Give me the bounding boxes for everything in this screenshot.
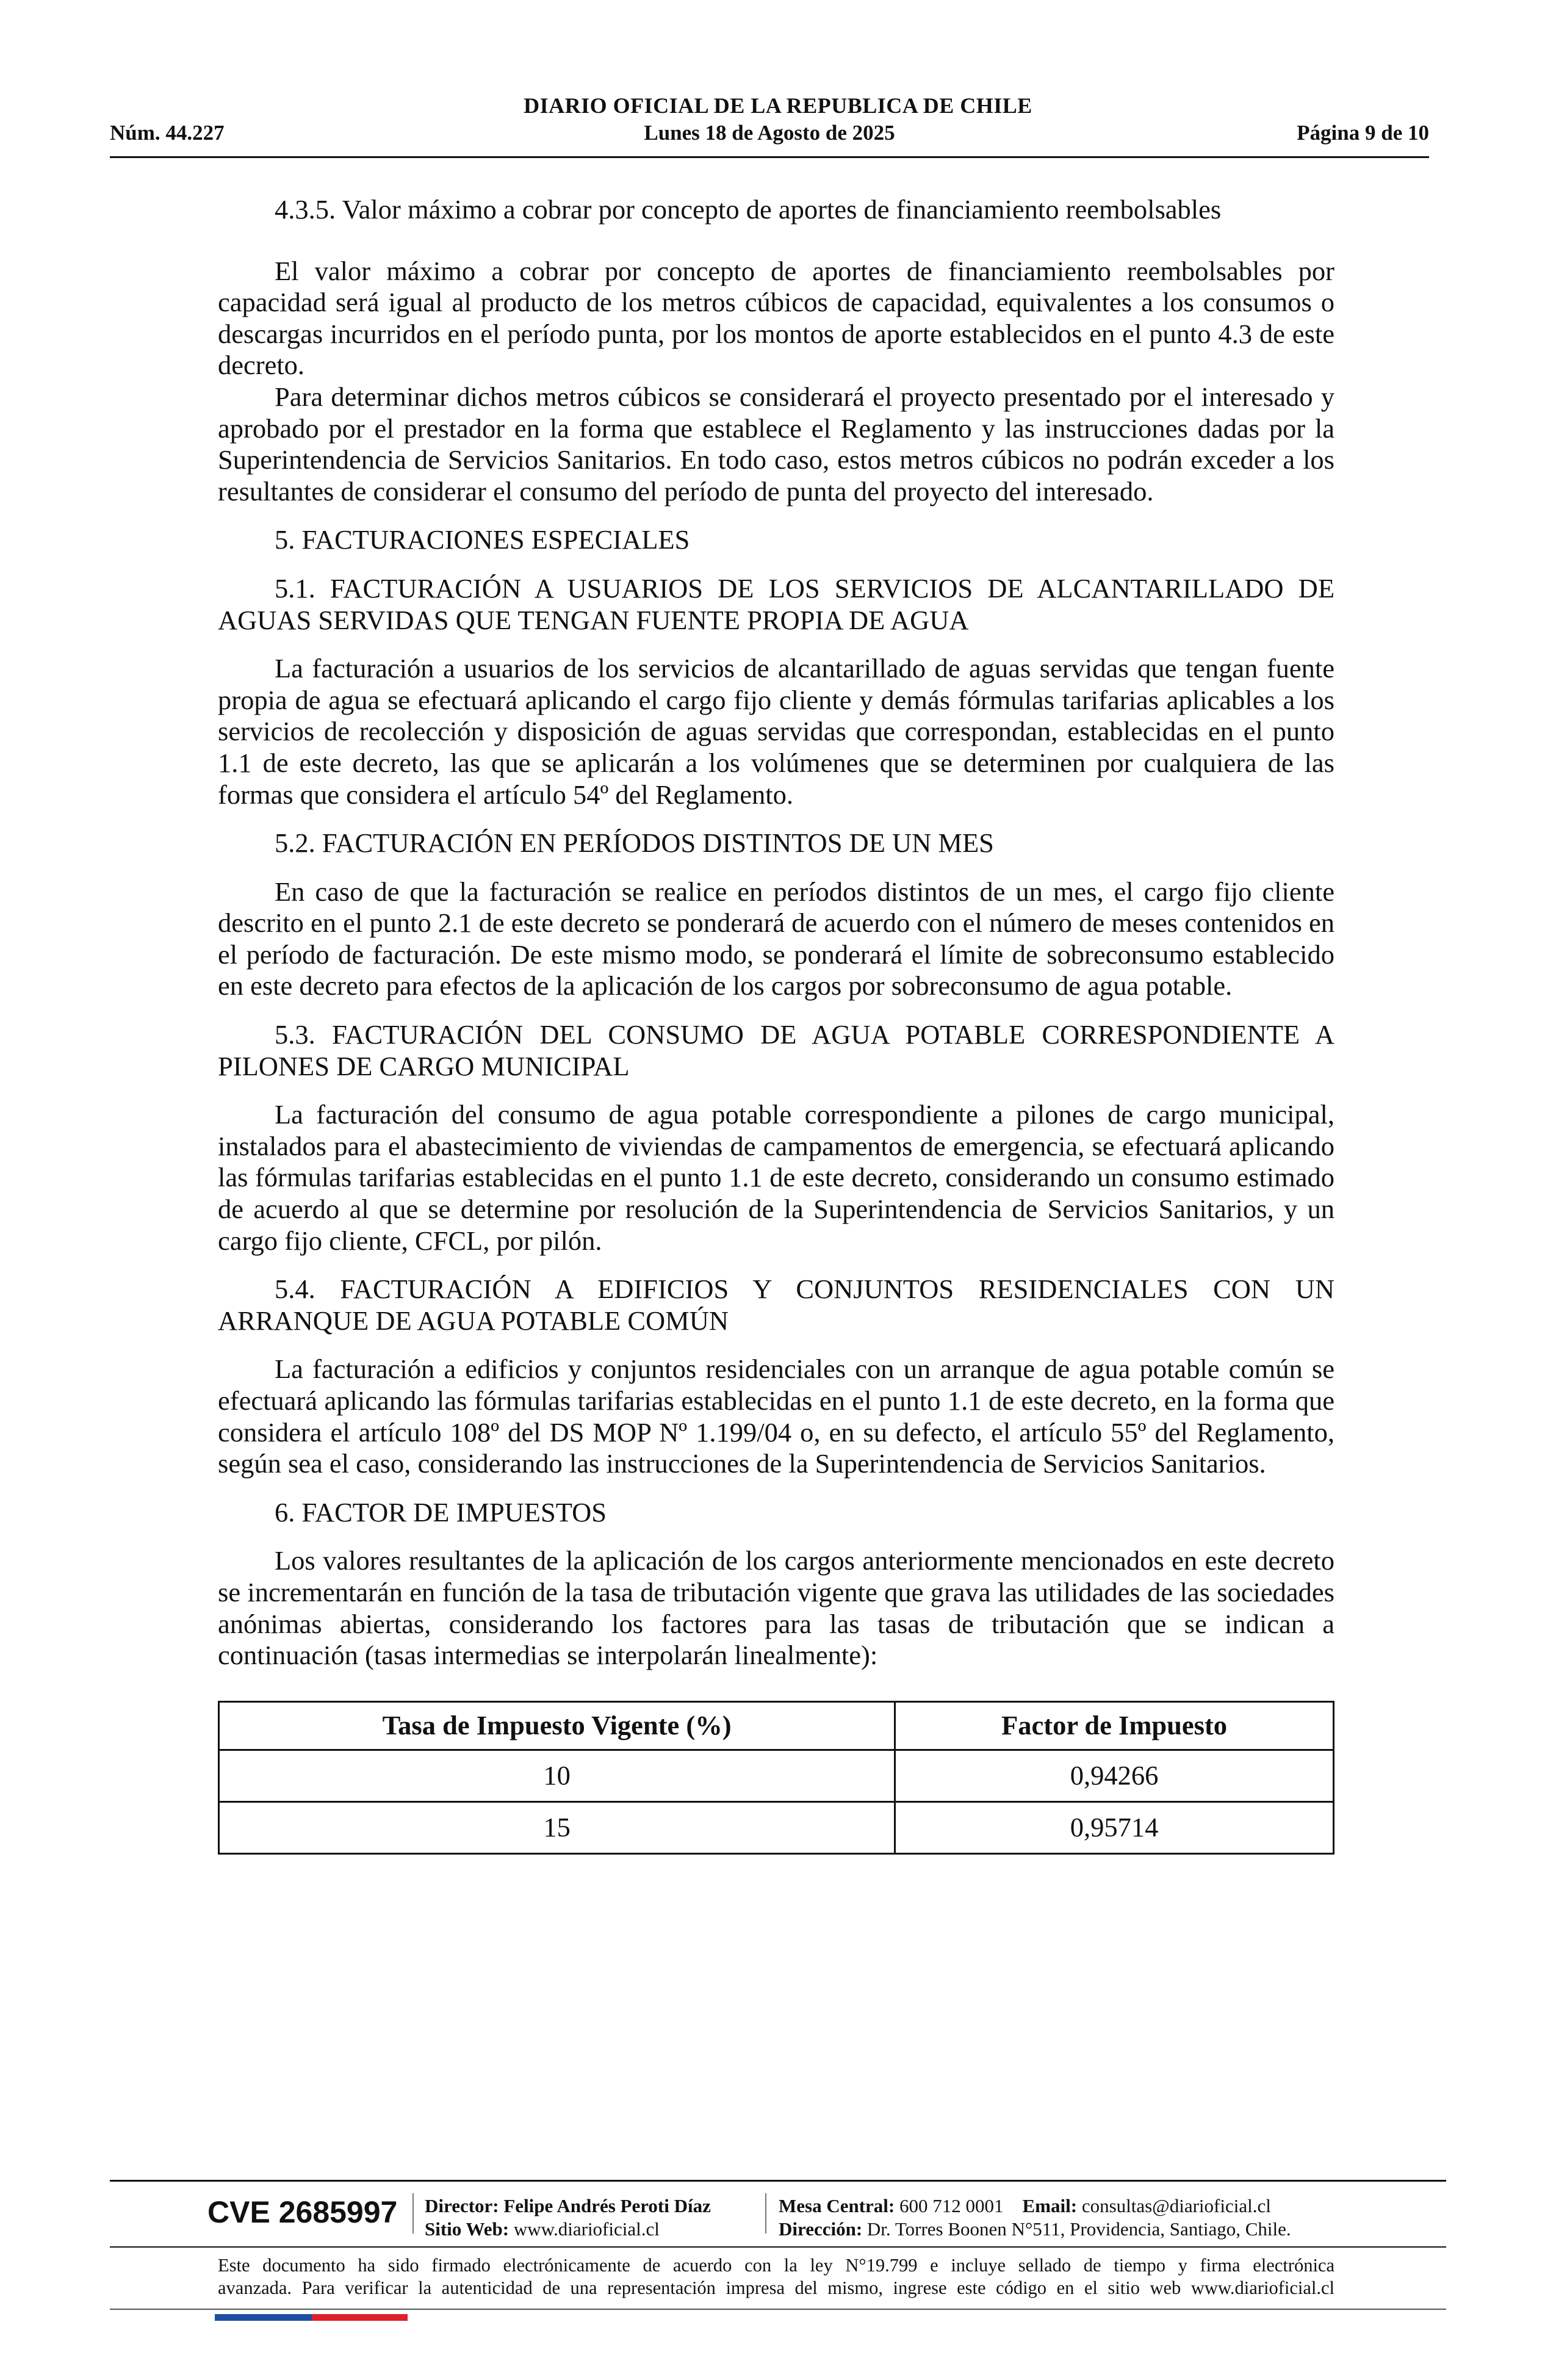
paragraph: En caso de que la facturación se realice en períodos distintos de un mes, el cargo fijo cliente descrito en el punto 2.1 de este decreto se ponderará de acuerdo con el número de meses contenidos en el período de facturación. De este mismo modo, se ponderará el límite de sobreconsumo establecido en este decreto para efectos de la aplicación de los cargos por sobreconsumo de agua potable.: [218, 876, 1334, 1001]
web-link[interactable]: www.diarioficial.cl: [513, 2218, 660, 2240]
mesa-phone: 600 712 0001: [899, 2195, 1004, 2216]
section-heading-6: 6. FACTOR DE IMPUESTOS: [275, 1496, 607, 1527]
address: Dr. Torres Boonen N°511, Providencia, Santiago, Chile.: [866, 2218, 1291, 2240]
footer-contact-block: [779, 2194, 1291, 2241]
table-cell: 10: [219, 1750, 895, 1801]
section-heading-5-4: 5.4. FACTURACIÓN A EDIFICIOS Y CONJUNTOS RESIDENCIALES CON UN ARRANQUE DE AGUA POTABLE COMÚN: [218, 1274, 1334, 1336]
section-heading-5-1: 5.1. FACTURACIÓN A USUARIOS DE LOS SERVICIOS DE ALCANTARILLADO DE AGUAS SERVIDAS QUE TENGAN FUENTE PROPIA DE AGUA: [218, 572, 1334, 635]
footer-separator: [765, 2193, 766, 2234]
paragraph: La facturación del consumo de agua potable correspondiente a pilones de cargo municipal, instalados para el abastecimiento de viviendas de campamentos de emergencia, se efectuará aplicando las fórmulas tarifarias establecidas en el punto 1.1 de este decreto, considerando un consumo estimado de acuerdo al que se determine por resolución de la Superintendencia de Servicios Sanitarios, y un cargo fijo cliente, CFCL, por pilón.: [218, 1099, 1334, 1256]
director-label: Director:: [425, 2195, 499, 2216]
section-heading-4-3-5: 4.3.5. Valor máximo a cobrar por concepto de aportes de financiamiento reembolsables: [275, 194, 1222, 225]
newspaper-title: DIARIO OFICIAL DE LA REPUBLICA DE CHILE: [524, 93, 1032, 118]
header-row: [110, 121, 1429, 149]
footer-divider-bottom: [110, 2309, 1446, 2310]
page-number: Página 9 de 10: [1297, 121, 1429, 145]
paragraph: Para determinar dichos metros cúbicos se considerará el proyecto presentado por el interesado y aprobado por el prestador en la forma que establece el Reglamento y las instrucciones dadas por la Superintendencia de Servicios Sanitarios. En todo caso, estos metros cúbicos no podrán exceder a los resultantes de considerar el consumo del período de punta del proyecto del interesado.: [218, 381, 1334, 507]
table-row: [219, 1750, 1334, 1801]
address-label: Dirección:: [779, 2218, 863, 2240]
issue-date: Lunes 18 de Agosto de 2025: [644, 121, 895, 145]
section-heading-5-2: 5.2. FACTURACIÓN EN PERÍODOS DISTINTOS DE UN MES: [275, 828, 994, 859]
paragraph: La facturación a usuarios de los servicios de alcantarillado de aguas servidas que tengan fuente propia de agua se efectuará aplicando el cargo fijo cliente y demás fórmulas tarifarias aplicables a los servicios de recolección y disposición de aguas servidas que correspondan, establecidas en el punto 1.1 de este decreto, las que se aplicarán a los volúmenes que se determinen por cualquiera de las formas que considera el artículo 54º del Reglamento.: [218, 653, 1334, 810]
paragraph: Los valores resultantes de la aplicación de los cargos anteriormente mencionados en este decreto se incrementarán en función de la tasa de tributación vigente que grava las utilidades de las sociedades anónimas abiertas, considerando los factores para las tasas de tributación que se indican a continuación (tasas intermedias se interpolarán linealmente):: [218, 1545, 1334, 1671]
mesa-label: Mesa Central:: [779, 2195, 895, 2216]
flag-stripe-blue: [215, 2314, 312, 2321]
footer-divider-top: [110, 2180, 1446, 2182]
web-label: Sitio Web:: [425, 2218, 510, 2240]
table-cell: 15: [219, 1801, 895, 1853]
cve-code: CVE 2685997: [207, 2195, 398, 2229]
section-heading-5-3: 5.3. FACTURACIÓN DEL CONSUMO DE AGUA POTABLE CORRESPONDIENTE A PILONES DE CARGO MUNICIPAL: [218, 1019, 1334, 1081]
paragraph: El valor máximo a cobrar por concepto de aportes de financiamiento reembolsables por capacidad será igual al producto de los metros cúbicos de capacidad, equivalentes a los consumos o descargas incurridos en el período punta, por los montos de aporte establecidos en el punto 4.3 de este decreto.: [218, 255, 1334, 381]
table-header-cell: Factor de Impuesto: [895, 1701, 1334, 1750]
header-divider: [110, 156, 1429, 158]
document-body: [218, 194, 1334, 1855]
email-label: Email:: [1022, 2195, 1078, 2216]
email-link[interactable]: consultas@diarioficial.cl: [1081, 2195, 1271, 2216]
issue-number: Núm. 44.227: [110, 121, 225, 145]
tax-factor-table: [218, 1701, 1334, 1855]
footer-separator: [412, 2193, 414, 2234]
table-header-row: [219, 1701, 1334, 1750]
table-row: [219, 1801, 1334, 1853]
table-cell: 0,95714: [895, 1801, 1334, 1853]
paragraph: La facturación a edificios y conjuntos residenciales con un arranque de agua potable común se efectuará aplicando las fórmulas tarifarias establecidas en el punto 1.1 de este decreto, en la forma que considera el artículo 108º del DS MOP Nº 1.199/04 o, en su defecto, el artículo 55º del Reglamento, según sea el caso, considerando las instrucciones de la Superintendencia de Servicios Sanitarios.: [218, 1354, 1334, 1479]
table-header-cell: Tasa de Impuesto Vigente (%): [219, 1701, 895, 1750]
section-heading-5: 5. FACTURACIONES ESPECIALES: [275, 524, 690, 555]
signature-notice: [218, 2254, 1334, 2299]
signature-notice-line: avanzada. Para verificar la autenticidad de una representación impresa del mismo, ingrese este código en el sitio web www.diarioficial.cl: [218, 2277, 1334, 2298]
flag-stripe-red: [312, 2314, 408, 2321]
footer-director-block: [425, 2194, 711, 2241]
footer-divider-middle: [110, 2246, 1446, 2248]
table-cell: 0,94266: [895, 1750, 1334, 1801]
director-name: Felipe Andrés Peroti Díaz: [503, 2195, 711, 2216]
signature-notice-line: Este documento ha sido firmado electrónicamente de acuerdo con la ley N°19.799 e incluye sellado de tiempo y firma electrónica: [218, 2255, 1334, 2276]
